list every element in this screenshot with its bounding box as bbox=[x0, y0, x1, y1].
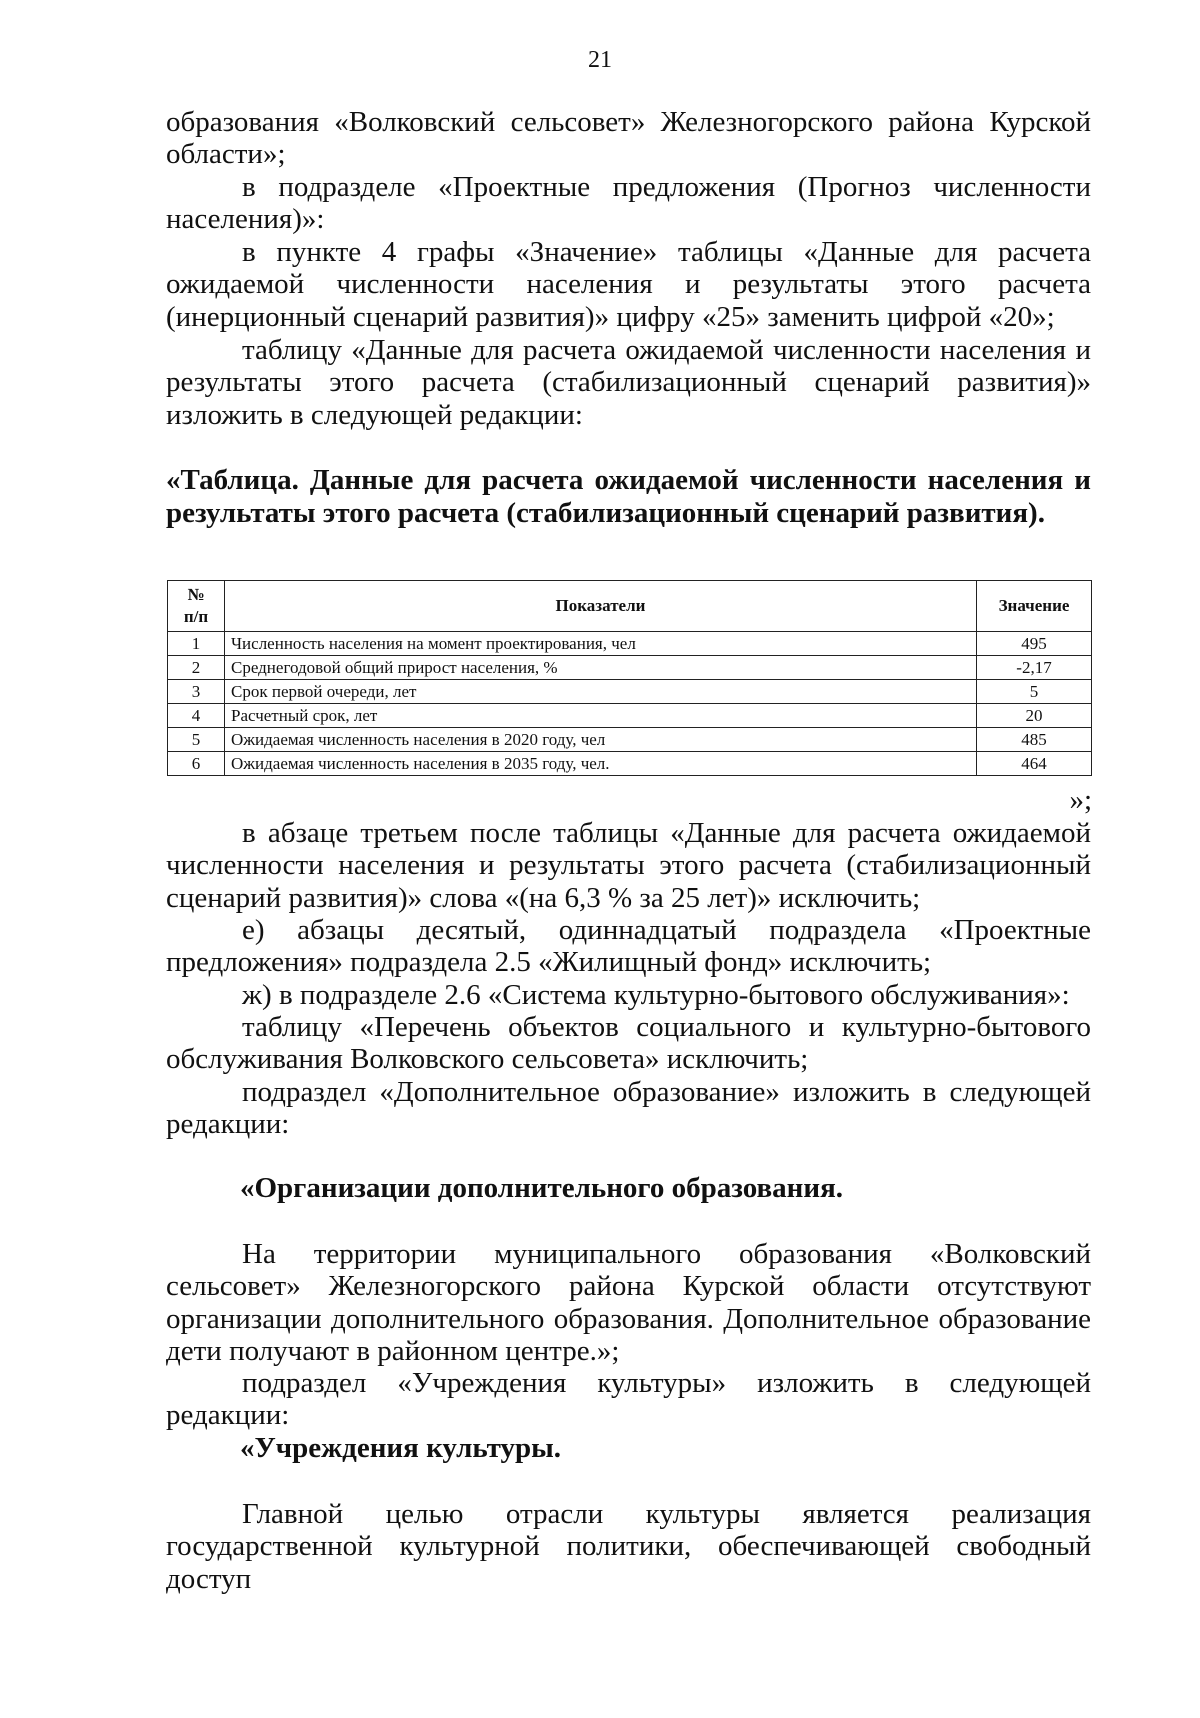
row-value: 495 bbox=[977, 632, 1092, 656]
row-indicator: Расчетный срок, лет bbox=[225, 704, 977, 728]
row-indicator: Численность населения на момент проектирования, чел bbox=[225, 632, 977, 656]
row-number: 1 bbox=[168, 632, 225, 656]
row-indicator: Ожидаемая численность населения в 2035 году, чел. bbox=[225, 752, 977, 776]
header-number-line2: п/п bbox=[183, 607, 209, 626]
paragraph-2: в подразделе «Проектные предложения (Прогноз численности населения)»: bbox=[166, 171, 1091, 236]
paragraph-5: в абзаце третьем после таблицы «Данные для расчета ожидаемой численности населения и результаты этого расчета (стабилизационный сценарий развития)» слова «(на 6,3 % за 25 лет)» исключить; bbox=[166, 817, 1091, 914]
row-indicator: Ожидаемая численность населения в 2020 году, чел bbox=[225, 728, 977, 752]
table-header-row bbox=[168, 581, 1092, 632]
paragraph-12: Главной целью отрасли культуры является реализация государственной культурной политики, обеспечивающей свободный доступ bbox=[166, 1498, 1091, 1595]
heading-additional-education: «Организации дополнительного образования. bbox=[240, 1172, 844, 1204]
row-number: 3 bbox=[168, 680, 225, 704]
page-number: 21 bbox=[588, 47, 612, 73]
table-row bbox=[168, 728, 1092, 752]
closing-quote: »; bbox=[1069, 784, 1092, 816]
header-indicator: Показатели bbox=[225, 581, 977, 632]
table-row bbox=[168, 656, 1092, 680]
row-indicator: Срок первой очереди, лет bbox=[225, 680, 977, 704]
row-number: 6 bbox=[168, 752, 225, 776]
row-number: 4 bbox=[168, 704, 225, 728]
paragraph-9: подраздел «Дополнительное образование» изложить в следующей редакции: bbox=[166, 1076, 1091, 1141]
table-row bbox=[168, 704, 1092, 728]
row-value: 20 bbox=[977, 704, 1092, 728]
row-value: 485 bbox=[977, 728, 1092, 752]
header-number bbox=[168, 581, 225, 632]
row-value: 5 bbox=[977, 680, 1092, 704]
paragraph-10: На территории муниципального образования «Волковский сельсовет» Железногорского района Курской области отсутствуют организации дополнительного образования. Дополнительное образование дети получают в районном центре.»; bbox=[166, 1238, 1091, 1368]
paragraph-11: подраздел «Учреждения культуры» изложить в следующей редакции: bbox=[166, 1367, 1091, 1432]
header-number-line1: № bbox=[187, 585, 205, 604]
table-title: «Таблица. Данные для расчета ожидаемой численности населения и результаты этого расчета (стабилизационный сценарий развития). bbox=[166, 464, 1091, 529]
paragraph-8: таблицу «Перечень объектов социального и культурно-бытового обслуживания Волковского сельсовета» исключить; bbox=[166, 1011, 1091, 1076]
header-value: Значение bbox=[977, 581, 1092, 632]
population-table bbox=[167, 580, 1092, 776]
row-value: 464 bbox=[977, 752, 1092, 776]
row-value: -2,17 bbox=[977, 656, 1092, 680]
row-indicator: Среднегодовой общий прирост населения, % bbox=[225, 656, 977, 680]
paragraph-4: таблицу «Данные для расчета ожидаемой численности населения и результаты этого расчета (стабилизационный сценарий развития)» изложить в следующей редакции: bbox=[166, 334, 1091, 431]
paragraph-1: образования «Волковский сельсовет» Железногорского района Курской области»; bbox=[166, 106, 1091, 171]
row-number: 2 bbox=[168, 656, 225, 680]
row-number: 5 bbox=[168, 728, 225, 752]
table-row bbox=[168, 752, 1092, 776]
paragraph-3: в пункте 4 графы «Значение» таблицы «Данные для расчета ожидаемой численности населения и результаты этого расчета (инерционный сценарий развития)» цифру «25» заменить цифрой «20»; bbox=[166, 236, 1091, 333]
table-row bbox=[168, 632, 1092, 656]
paragraph-7: ж) в подразделе 2.6 «Система культурно-бытового обслуживания»: bbox=[242, 979, 1070, 1011]
table-row bbox=[168, 680, 1092, 704]
paragraph-6: е) абзацы десятый, одиннадцатый подраздела «Проектные предложения» подраздела 2.5 «Жилищный фонд» исключить; bbox=[166, 914, 1091, 979]
heading-culture-institutions: «Учреждения культуры. bbox=[240, 1432, 562, 1464]
